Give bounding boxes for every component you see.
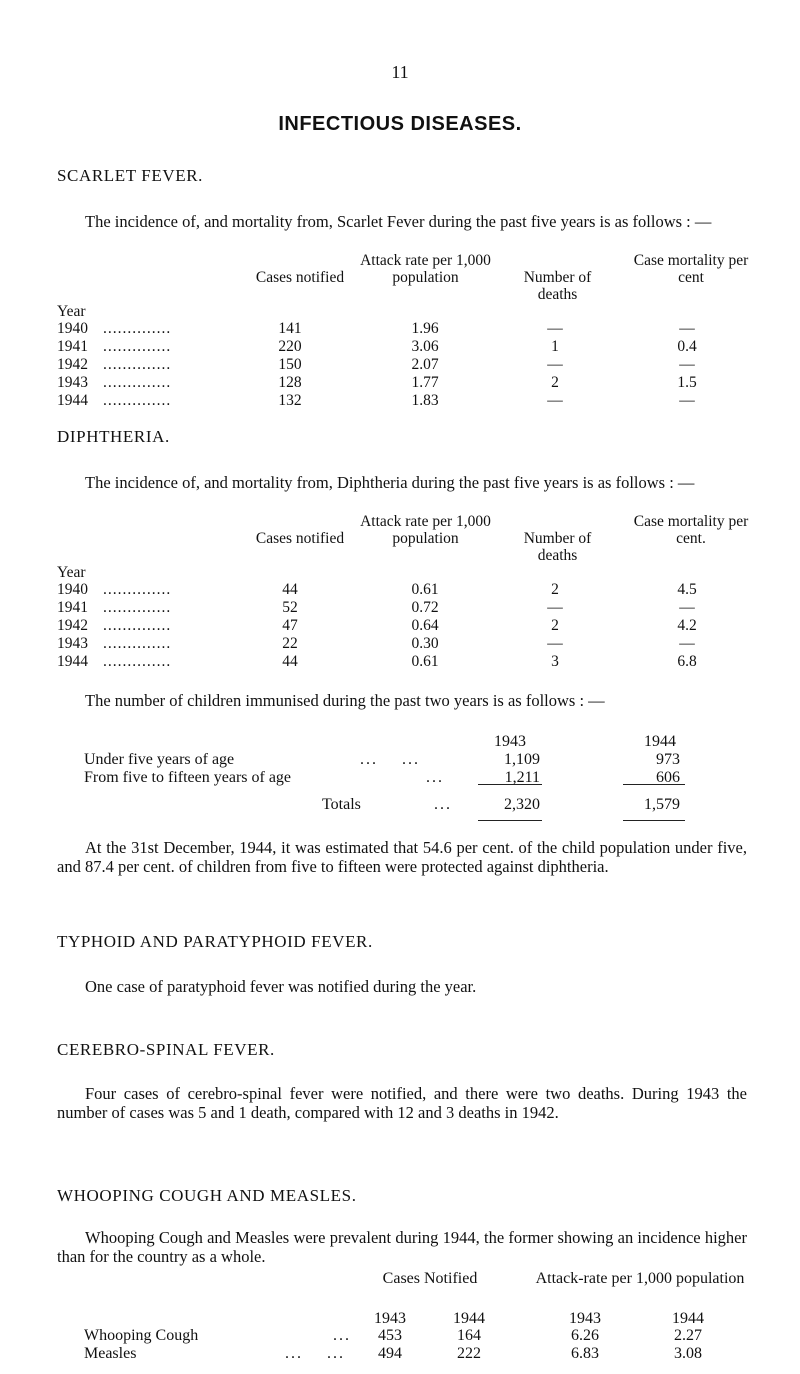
col-case-mortality: Case mortality per cent. <box>633 513 749 547</box>
col-number-of-deaths: Number of deaths <box>523 269 592 303</box>
col-number-of-deaths: Number of deaths <box>523 530 592 564</box>
col-year: Year <box>57 303 86 320</box>
cerebro-spinal-heading: CEREBRO-SPINAL FEVER. <box>57 1040 275 1059</box>
diphtheria-table: Year Cases notified Attack rate per 1,000 population Number of deaths Case mortality per cent. 1940 .............. 44 0.61 2 4.5 1941 .............. 52 0.72 — — 1942 .............. 47 0.64 2 4.2 1943 .............. 22 0.30 — — 1944 .............. 44 0.61 3 6.8 <box>57 513 749 670</box>
whooping-measles-text: Whooping Cough and Measles were prevalent during 1944, the former showing an incidence higher than for the country as a whole. <box>57 1228 747 1266</box>
col-rate-1944: 1944 <box>672 1310 704 1327</box>
whooping-measles-heading: WHOOPING COUGH AND MEASLES. <box>57 1186 357 1205</box>
whooping-measles-table: Cases Notified Attack-rate per 1,000 population 1943 1944 1943 1944 Whooping Cough ... 453 164 6.26 2.27 Measles ... ... 494 222 6.83 3.08 <box>0 1270 800 1362</box>
col-cases-1944: 1944 <box>453 1310 485 1327</box>
divider <box>623 820 685 821</box>
col-case-mortality: Case mortality per cent <box>633 252 749 286</box>
col-cases-notified: Cases notified <box>255 530 345 547</box>
col-attack-rate: Attack rate per 1,000 population <box>360 252 491 286</box>
divider <box>623 784 685 785</box>
diphtheria-intro: The incidence of, and mortality from, Diphtheria during the past five years is as follows : — <box>85 473 695 492</box>
page-title: INFECTIOUS DISEASES. <box>278 113 522 135</box>
col-cases-notified: Cases notified <box>255 269 345 286</box>
col-cases-1943: 1943 <box>374 1310 406 1327</box>
scarlet-fever-heading: SCARLET FEVER. <box>57 166 203 185</box>
col-attack-rate: Attack-rate per 1,000 population <box>535 1270 745 1287</box>
col-year: Year <box>57 564 86 581</box>
col-1943: 1943 <box>494 733 526 750</box>
immunised-intro: The number of children immunised during the past two years is as follows : — <box>85 691 605 710</box>
scarlet-fever-intro: The incidence of, and mortality from, Scarlet Fever during the past five years is as follows : — <box>85 212 712 231</box>
protection-note: At the 31st December, 1944, it was estimated that 54.6 per cent. of the child population under five, and 87.4 per cent. of children from five to fifteen were protected against diphtheria. <box>57 838 747 876</box>
scarlet-fever-table: Year Cases notified Attack rate per 1,000 population Number of deaths Case mortality per cent 1940 .............. 141 1.96 — — 1941 .............. 220 3.06 1 0.4 1942 .............. 150 2.07 — — 1943 .............. 128 1.77 2 1.5 1944 .............. 132 1.83 — — <box>57 252 749 409</box>
immunised-table: 1943 1944 Under five years of age ... ... 1,109 973 From five to fifteen years of age ... 1,211 606 <box>0 733 800 805</box>
cerebro-spinal-text: Four cases of cerebro-spinal fever were notified, and there were two deaths. During 1943 the number of cases was 5 and 1 death, compared with 12 and 3 deaths in 1942. <box>57 1084 747 1122</box>
col-attack-rate: Attack rate per 1,000 population <box>360 513 491 547</box>
typhoid-text: One case of paratyphoid fever was notified during the year. <box>85 977 477 996</box>
diphtheria-heading: DIPHTHERIA. <box>57 427 170 446</box>
col-cases-notified: Cases Notified <box>382 1270 478 1287</box>
col-rate-1943: 1943 <box>569 1310 601 1327</box>
page-number: 11 <box>391 62 409 82</box>
typhoid-heading: TYPHOID AND PARATYPHOID FEVER. <box>57 932 373 951</box>
divider <box>478 820 542 821</box>
col-1944: 1944 <box>644 733 676 750</box>
divider <box>478 784 542 785</box>
